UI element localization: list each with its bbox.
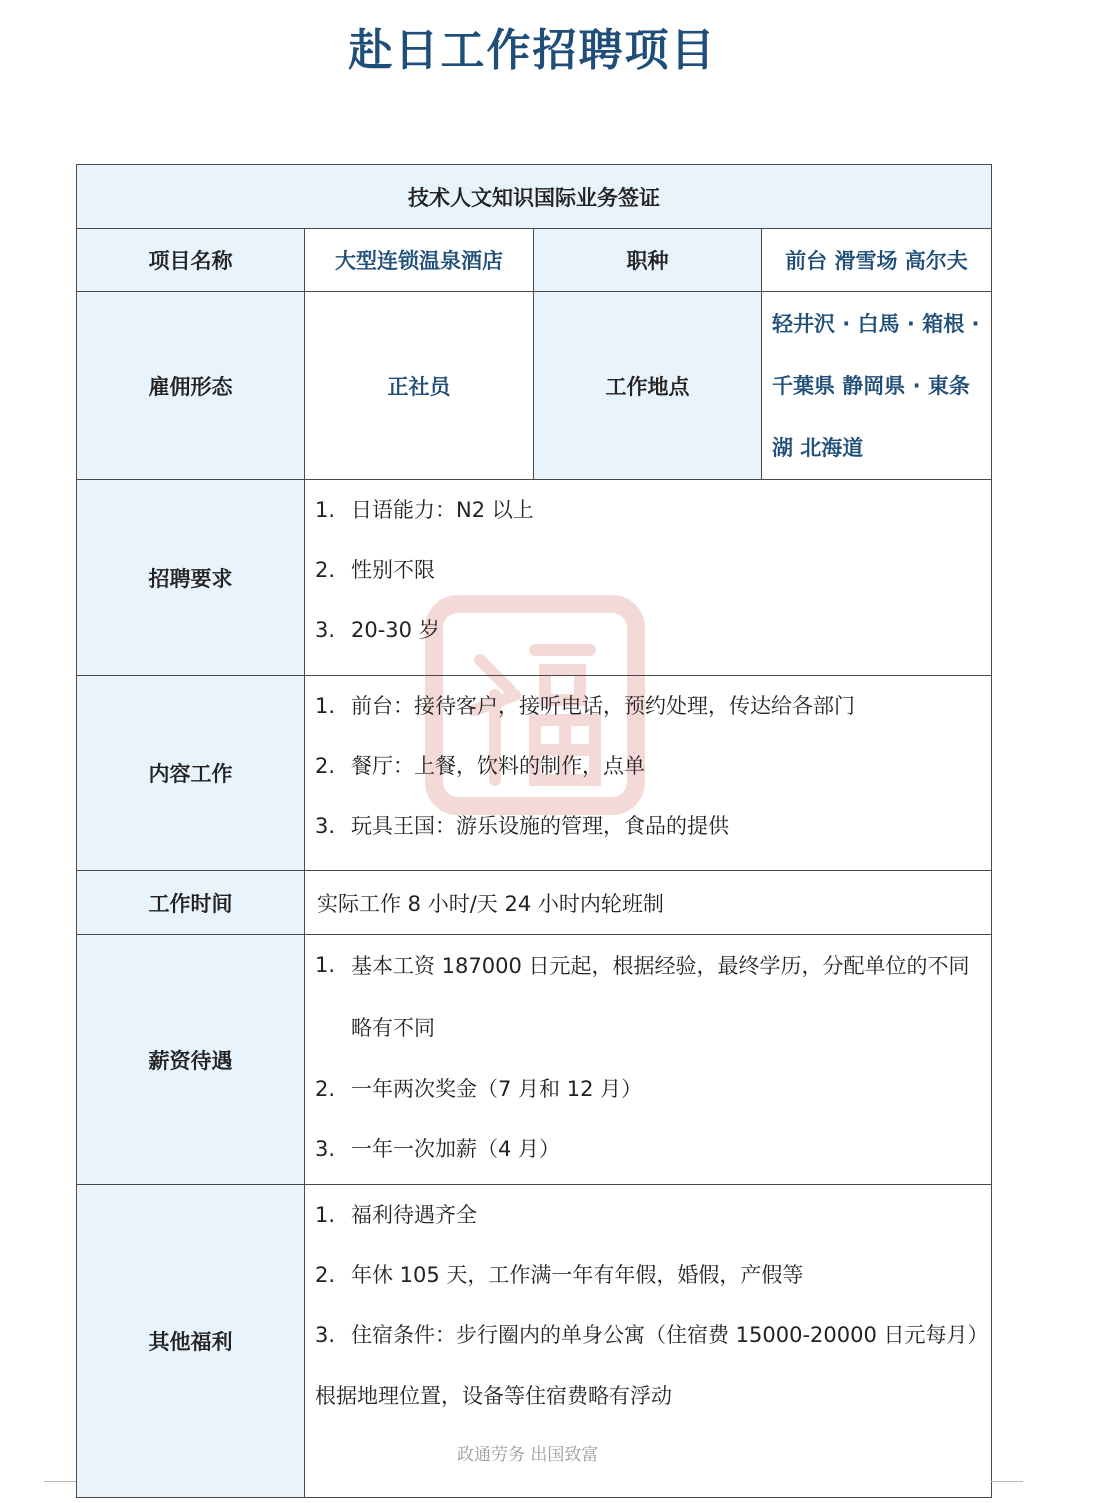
job-type-label: 职种 — [534, 229, 762, 292]
work-hours-label: 工作时间 — [77, 871, 305, 935]
salary-cell — [305, 935, 992, 1185]
list-item: 3. 玩具王国：游乐设施的管理，食品的提供 — [315, 814, 729, 838]
list-item: 3. 20-30 岁 — [315, 618, 440, 642]
job-content-list — [315, 676, 981, 856]
list-item: 2. 餐厅：上餐，饮料的制作，点单 — [315, 754, 645, 778]
project-name-label: 项目名称 — [77, 229, 305, 292]
job-content-cell — [305, 676, 992, 871]
salary-label: 薪资待遇 — [77, 935, 305, 1185]
job-content-label: 内容工作 — [77, 676, 305, 871]
project-name-value: 大型连锁温泉酒店 — [305, 229, 534, 292]
list-item: 3. 住宿条件：步行圈内的单身公寓（住宿费 15000-20000 日元每月） — [315, 1323, 989, 1347]
employment-type-value: 正社员 — [305, 292, 534, 480]
requirements-label: 招聘要求 — [77, 480, 305, 676]
salary-list — [315, 935, 981, 1179]
work-location-label: 工作地点 — [534, 292, 762, 480]
requirements-cell — [305, 480, 992, 676]
job-info-table — [76, 164, 992, 1498]
list-item: 1. 前台：接待客户，接听电话，预约处理，传达给各部门 — [315, 694, 855, 718]
employment-type-label: 雇佣形态 — [77, 292, 305, 480]
list-item: 1. 基本工资 187000 日元起，根据经验，最终学历，分配单位的不同略有不同 — [315, 953, 970, 1040]
benefits-list — [315, 1185, 989, 1365]
footer-caption: 政通劳务 出国致富 — [457, 1445, 599, 1465]
list-item: 2. 年休 105 天，工作满一年有年假，婚假，产假等 — [315, 1263, 804, 1287]
requirements-list — [315, 480, 981, 660]
benefits-cell — [305, 1185, 992, 1498]
work-location-value: 轻井沢 · 白馬 · 箱根 · 千葉県 静岡県 · 東条湖 北海道 — [762, 292, 992, 480]
list-item: 3. 一年一次加薪（4 月） — [315, 1137, 561, 1161]
list-item: 1. 福利待遇齐全 — [315, 1203, 477, 1227]
list-item: 1. 日语能力：N2 以上 — [315, 498, 534, 522]
list-item: 2. 性别不限 — [315, 558, 435, 582]
corner-mark-right — [991, 1481, 1023, 1482]
benefits-note: 根据地理位置，设备等住宿费略有浮动 — [315, 1384, 672, 1408]
benefits-label: 其他福利 — [77, 1185, 305, 1498]
corner-mark-left — [44, 1481, 76, 1482]
job-type-value: 前台 滑雪场 高尔夫 — [762, 229, 992, 292]
work-hours-value: 实际工作 8 小时/天 24 小时内轮班制 — [305, 871, 992, 935]
visa-type-heading: 技术人文知识国际业务签证 — [77, 165, 992, 229]
page-title: 赴日工作招聘项目 — [348, 25, 717, 76]
list-item: 2. 一年两次奖金（7 月和 12 月） — [315, 1077, 643, 1101]
